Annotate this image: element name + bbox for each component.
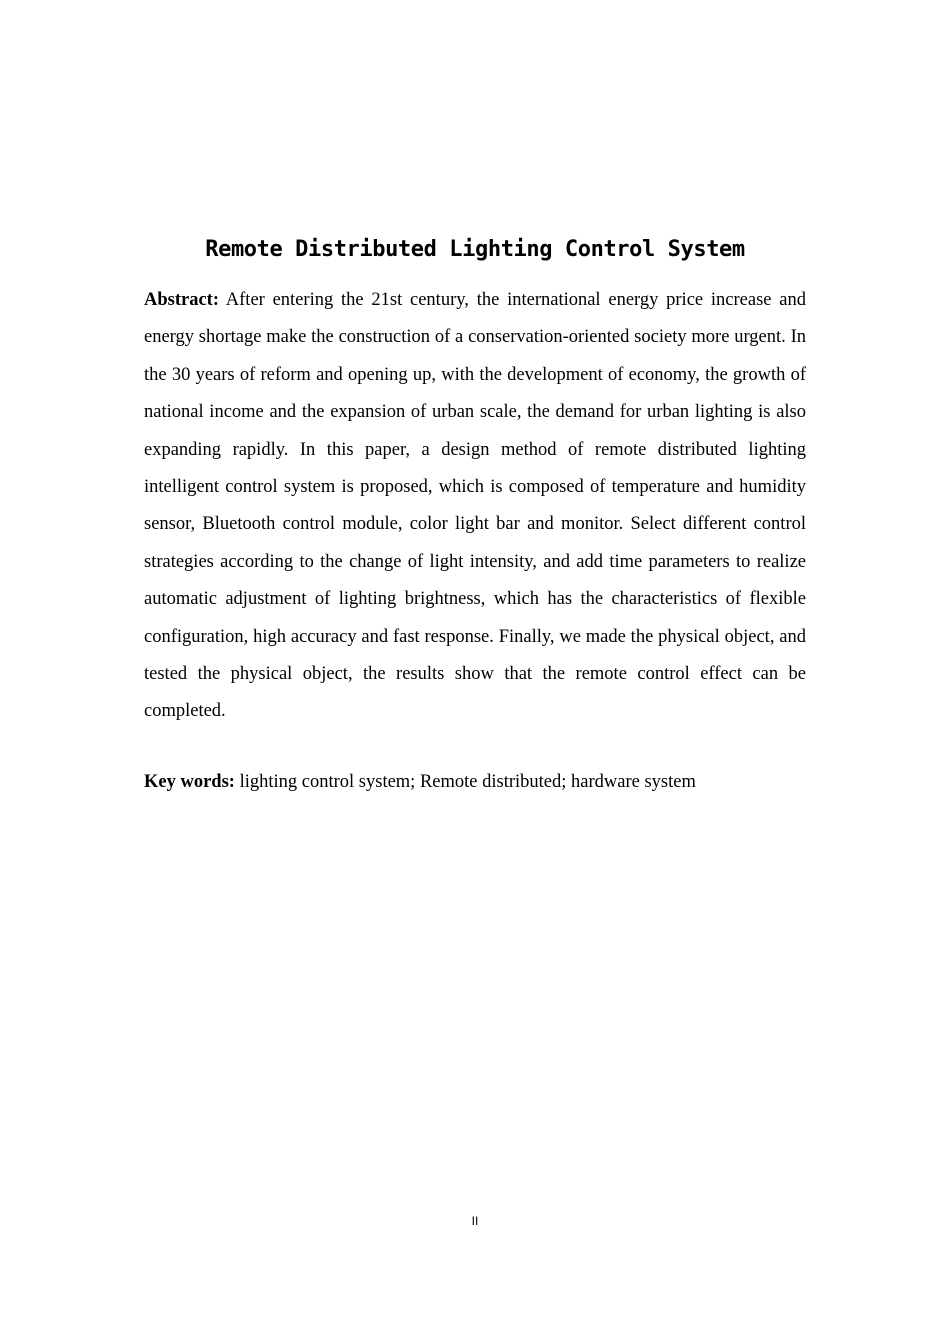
abstract-text: After entering the 21st century, the international energy price increase and energy shortage make the construction of a conservation-oriented society more urgent. In the 30 years of reform and opening up, with the development of economy, the growth of national income and the expansion of urban scale, the demand for urban lighting is also expanding rapidly. In this paper, a design method of remote distributed lighting intelligent control system is proposed, which is composed of temperature and humidity sensor, Bluetooth control module, color light bar and monitor. Select different control strategies according to the change of light intensity, and add time parameters to realize automatic adjustment of lighting brightness, which has the characteristics of flexible configuration, high accuracy and fast response. Finally, we made the physical object, and tested the physical object, the results show that the remote control effect can be completed. xyxy=(144,290,806,722)
abstract-label: Abstract: xyxy=(144,290,220,310)
keywords-label: Key words: xyxy=(144,772,235,792)
page-number: II xyxy=(471,1214,479,1228)
keywords-text: lighting control system; Remote distributed; hardware system xyxy=(239,772,696,792)
abstract-paragraph xyxy=(144,282,806,731)
keywords-paragraph xyxy=(144,764,806,801)
page-title: Remote Distributed Lighting Control System xyxy=(205,237,745,262)
